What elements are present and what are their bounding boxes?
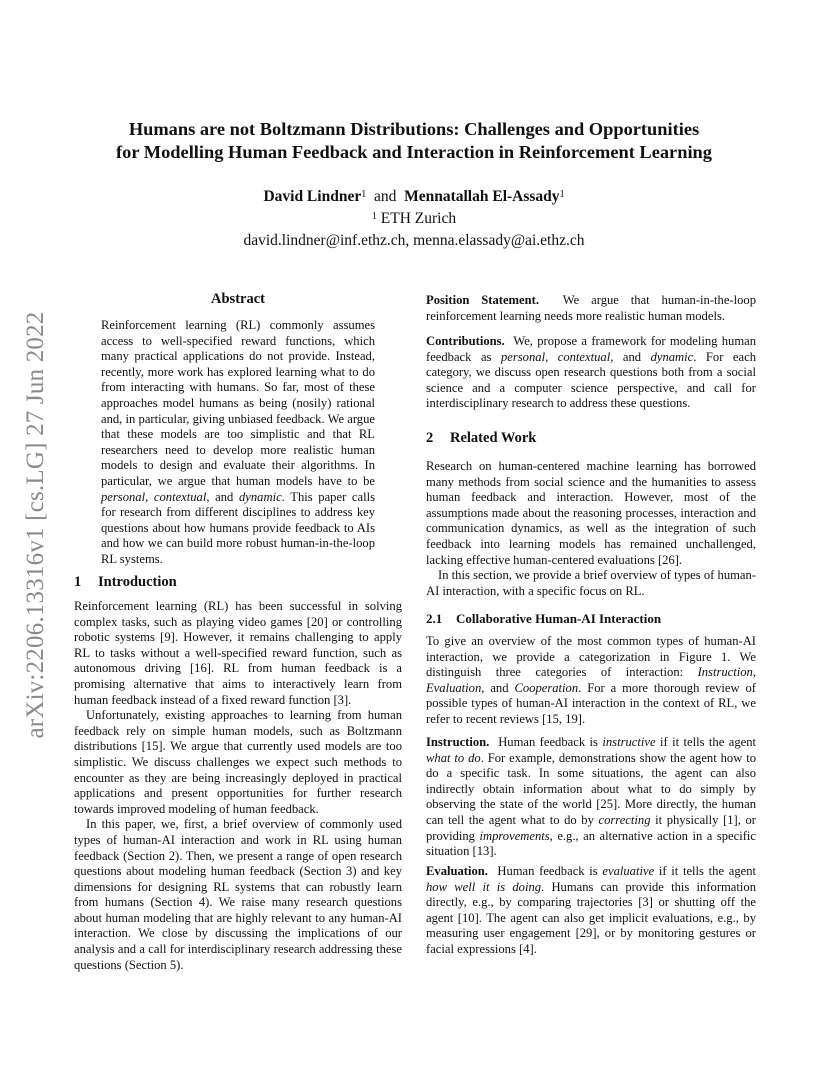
- related-paragraph-2: In this section, we provide a brief overview of types of human-AI interaction, with a specific focus on RL.: [426, 568, 756, 598]
- section-number: 2: [426, 430, 434, 446]
- abstract-heading: Abstract: [211, 291, 265, 307]
- author-line: [60, 187, 768, 207]
- intro-paragraph-3: In this paper, we, first, a brief overview of commonly used types of human-AI interaction and work in RL using human feedback (Section 2). Then, we present a range of open research questions about modeling human feedback (Section 3) and key dimensions for designing RL systems that can robustly learn from humans (Section 4). We raise many research questions about human modeling that are highly relevant to any human-AI interaction. We close by discussing the implications of our analysis and a call for interdisciplinary research addressing these questions (Section 5).: [74, 817, 402, 972]
- section-number: 1: [74, 574, 82, 590]
- author-emails: david.lindner@inf.ethz.ch, menna.elassady@ai.ethz.ch: [243, 232, 585, 249]
- affil-mark: 1: [371, 211, 377, 222]
- contributions: Contributions. We, propose a framework for modeling human feedback as personal, contextual, and dynamic. For each category, we discuss open research questions both from a social science and a computer science perspective, and call for interdisciplinary research to address these questions.: [426, 334, 757, 411]
- section-title: Related Work: [450, 430, 537, 446]
- evaluation-paragraph: Evaluation. Human feedback is evaluative if it tells the agent how well it is doing. Humans can provide this information directly, e.g., by comparing trajectories [3] or shutting off the agent [10]. The agent can also get implicit evaluations, e.g., by measuring user engagement [29], or by monitoring gestures or facial expressions [4].: [426, 864, 757, 956]
- contributions-label: Contributions.: [426, 334, 505, 348]
- abstract-paragraph: Reinforcement learning (RL) commonly assumes access to well-specified reward functions, which many practical applications do not provide. Instead, recently, more work has explored learning what to do from interacting with humans. So far, most of these approaches model humans as being (nosily) rational and, in particular, giving unbiased feedback. We argue that these models are too simplistic and that RL researchers need to develop more realistic human models to design and evaluate their algorithms. In particular, we argue that human models have to be personal, contextual, and dynamic. This paper calls for research from different disciplines to address key questions about how humans provide feedback to AIs and how we can build more robust human-in-the-loop RL systems.: [101, 318, 375, 566]
- affil-mark-1: 1: [361, 189, 367, 200]
- affiliation: [60, 209, 768, 229]
- section-title: Introduction: [98, 574, 177, 590]
- author-1: David Lindner: [263, 188, 362, 205]
- instruction-label: Instruction.: [426, 735, 490, 749]
- subsection-heading-collaborative: [426, 611, 661, 627]
- author-2: Mennatallah El-Assady: [404, 188, 560, 205]
- title-line-1: Humans are not Boltzmann Distributions: Challenges and Opportunities: [128, 119, 700, 139]
- subsection-number: 2.1: [426, 611, 443, 626]
- evaluation-label: Evaluation.: [426, 864, 488, 878]
- introduction-body: [74, 599, 402, 973]
- affil-mark-2: 1: [559, 189, 565, 200]
- position-text: We argue that human-in-the-loop reinforcement learning needs more realistic human models.: [426, 293, 756, 323]
- affiliation-name: ETH Zurich: [380, 210, 457, 227]
- intro-paragraph-1: Reinforcement learning (RL) has been successful in solving complex tasks, such as playing video games [20] or controlling robotic systems [9]. However, it remains challenging to apply RL to tasks without a well-specified reward function, such as autonomous driving [16]. RL from human feedback is a promising alternative that aims to interactively learn from human feedback instead of a fixed reward function [3].: [74, 599, 402, 707]
- position-statement: [426, 293, 756, 324]
- section-heading-related-work: [426, 430, 536, 447]
- related-work-body: [426, 459, 756, 599]
- paper-title: [60, 118, 768, 164]
- abstract-body: [101, 318, 375, 568]
- position-label: Position Statement.: [426, 293, 539, 307]
- instruction-paragraph: Instruction. Human feedback is instructive if it tells the agent what to do. For example, demonstrations show the agent how to do a specific task. In some situations, the agent can also indirectly obtain information about what to do simply by observing the state of the world [25]. More directly, the human can tell the agent what to do by correcting it physically [1], or providing improvements, e.g., an alternative action in a specific situation [13].: [426, 735, 757, 859]
- subsection-title: Collaborative Human-AI Interaction: [456, 611, 662, 626]
- section-heading-introduction: [74, 574, 177, 591]
- intro-paragraph-2: Unfortunately, existing approaches to learning from human feedback rely on simple human models, such as Boltzmann distributions [15]. We argue that currently used models are too simplistic. We discuss challenges we expect such methods to encounter as they are being increasingly deployed in practical applications and present opportunities for further research towards improved modeling of human feedback.: [74, 708, 402, 816]
- title-line-2: for Modelling Human Feedback and Interaction in Reinforcement Learning: [116, 142, 712, 162]
- collaborative-body: To give an overview of the most common types of human-AI interaction, we provide a categorization in Figure 1. We distinguish three categories of interaction: Instruction, Evaluation, and Cooperation. For a more thorough review of possible types of human-AI interaction in the context of RL, we refer to recent reviews [15, 19].: [426, 634, 756, 726]
- related-paragraph-1: Research on human-centered machine learning has borrowed many methods from social science and the humanities to assess human feedback and interaction. However, most of the assumptions made about the reasoning processes, interaction and communication dynamics, as well as the integration of such feedback into learning models has remained unchallenged, lacking effective human-centered evaluations [26].: [426, 459, 756, 567]
- arxiv-identifier-margin: [18, 290, 54, 760]
- author-conjunction: and: [373, 188, 397, 205]
- arxiv-identifier: arXiv:2206.13316v1 [cs.LG] 27 Jun 2022: [22, 311, 49, 739]
